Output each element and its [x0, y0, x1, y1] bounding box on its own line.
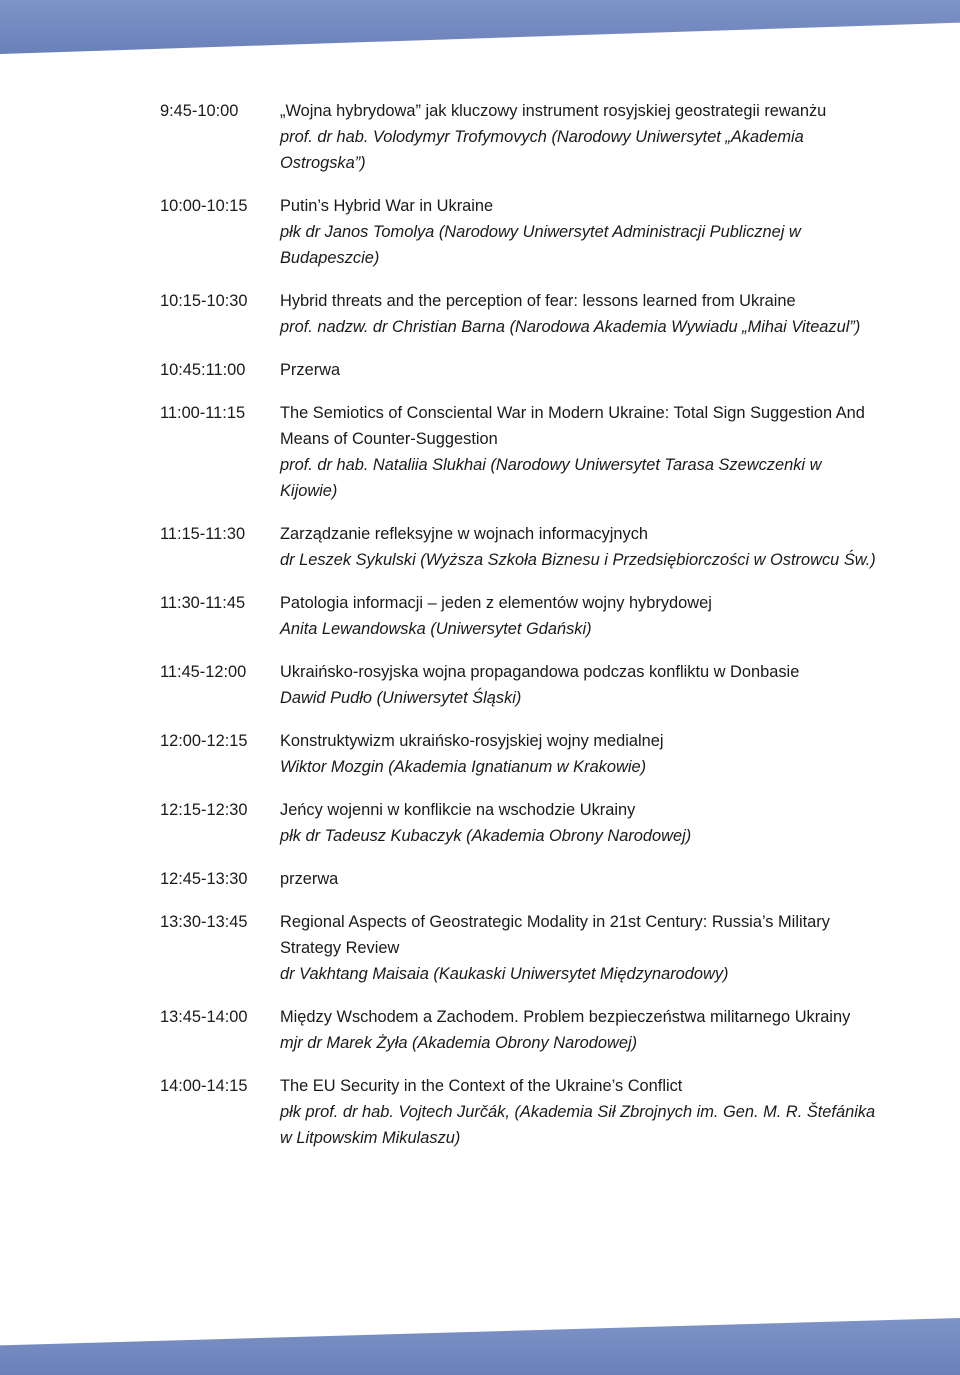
break-label: Przerwa [280, 361, 341, 379]
talk-speaker: dr Leszek Sykulski (Wyższa Szkoła Biznesu i Przedsiębiorczości w Ostrowcu Św.) [280, 551, 876, 569]
agenda-content [280, 98, 880, 176]
agenda-time: 12:15-12:30 [160, 801, 248, 819]
talk-speaker: Anita Lewandowska (Uniwersytet Gdański) [280, 620, 592, 638]
agenda-time: 11:30-11:45 [160, 594, 246, 612]
agenda-item [160, 1073, 880, 1151]
talk-speaker: prof. nadzw. dr Christian Barna (Narodowa Akademia Wywiadu „Mihai Viteazul”) [280, 318, 861, 336]
agenda-item [160, 797, 880, 849]
agenda-item [160, 521, 880, 573]
agenda-item [160, 288, 880, 340]
break-label: przerwa [280, 870, 339, 888]
talk-title: Konstruktywizm ukraińsko-rosyjskiej wojny medialnej [280, 732, 664, 750]
agenda-time: 10:15-10:30 [160, 292, 248, 310]
agenda-time: 12:45-13:30 [160, 870, 248, 888]
talk-title: Putin’s Hybrid War in Ukraine [280, 197, 494, 215]
agenda-content [280, 590, 880, 642]
talk-speaker: prof. dr hab. Volodymyr Trofymovych (Narodowy Uniwersytet „Akademia Ostrogska”) [280, 128, 804, 172]
talk-speaker: Dawid Pudło (Uniwersytet Śląski) [280, 689, 522, 707]
agenda-time: 13:45-14:00 [160, 1008, 248, 1026]
talk-title: Między Wschodem a Zachodem. Problem bezpieczeństwa militarnego Ukrainy [280, 1008, 851, 1026]
header-decorative-band [0, 0, 960, 54]
footer-decorative-band [0, 1318, 960, 1375]
agenda-break [160, 357, 880, 383]
talk-title: Zarządzanie refleksyjne w wojnach informacyjnych [280, 525, 649, 543]
agenda-time: 10:45:11:00 [160, 361, 246, 379]
agenda-time: 12:00-12:15 [160, 732, 248, 750]
agenda-item [160, 400, 880, 504]
talk-speaker: płk dr Tadeusz Kubaczyk (Akademia Obrony Narodowej) [280, 827, 692, 845]
agenda-content [280, 193, 880, 271]
talk-speaker: Wiktor Mozgin (Akademia Ignatianum w Krakowie) [280, 758, 647, 776]
agenda-break [160, 866, 880, 892]
agenda-content [280, 400, 880, 504]
agenda-content [280, 909, 880, 987]
agenda-content [280, 797, 880, 849]
talk-title: Patologia informacji – jeden z elementów wojny hybrydowej [280, 594, 712, 612]
agenda-time: 9:45-10:00 [160, 102, 239, 120]
agenda-item [160, 909, 880, 987]
talk-title: Ukraińsko-rosyjska wojna propagandowa podczas konfliktu w Donbasie [280, 663, 800, 681]
agenda-item [160, 98, 880, 176]
agenda-time: 11:15-11:30 [160, 525, 246, 543]
talk-title: Regional Aspects of Geostrategic Modality in 21st Century: Russia’s Military Strategy Review [280, 913, 830, 957]
agenda-time: 11:45-12:00 [160, 663, 247, 681]
talk-speaker: płk dr Janos Tomolya (Narodowy Uniwersytet Administracji Publicznej w Budapeszcie) [280, 223, 801, 267]
agenda-item [160, 1004, 880, 1056]
talk-title: „Wojna hybrydowa” jak kluczowy instrument rosyjskiej geostrategii rewanżu [280, 102, 827, 120]
agenda-content [280, 1004, 880, 1056]
agenda-time: 13:30-13:45 [160, 913, 248, 931]
talk-speaker: dr Vakhtang Maisaia (Kaukaski Uniwersytet Międzynarodowy) [280, 965, 729, 983]
agenda-item [160, 590, 880, 642]
agenda-content [280, 728, 880, 780]
agenda-content [280, 659, 880, 711]
agenda-time: 11:00-11:15 [160, 404, 246, 422]
agenda-list [160, 98, 880, 1168]
talk-title: The Semiotics of Consciental War in Modern Ukraine: Total Sign Suggestion And Means of Counter-Suggestion [280, 404, 865, 448]
agenda-time: 14:00-14:15 [160, 1077, 248, 1095]
agenda-item [160, 193, 880, 271]
talk-title: The EU Security in the Context of the Ukraine’s Conflict [280, 1077, 683, 1095]
talk-title: Hybrid threats and the perception of fear: lessons learned from Ukraine [280, 292, 796, 310]
agenda-content [280, 866, 880, 892]
talk-speaker: mjr dr Marek Żyła (Akademia Obrony Narodowej) [280, 1034, 638, 1052]
talk-speaker: płk prof. dr hab. Vojtech Jurčák, (Akademia Sił Zbrojnych im. Gen. M. R. Štefánika w Litpowskim Mikulaszu) [280, 1103, 876, 1147]
agenda-content [280, 288, 880, 340]
agenda-content [280, 521, 880, 573]
agenda-item [160, 728, 880, 780]
talk-speaker: prof. dr hab. Nataliia Slukhai (Narodowy Uniwersytet Tarasa Szewczenki w Kijowie) [280, 456, 822, 500]
agenda-content [280, 1073, 880, 1151]
agenda-content [280, 357, 880, 383]
agenda-item [160, 659, 880, 711]
agenda-time: 10:00-10:15 [160, 197, 248, 215]
talk-title: Jeńcy wojenni w konflikcie na wschodzie Ukrainy [280, 801, 636, 819]
